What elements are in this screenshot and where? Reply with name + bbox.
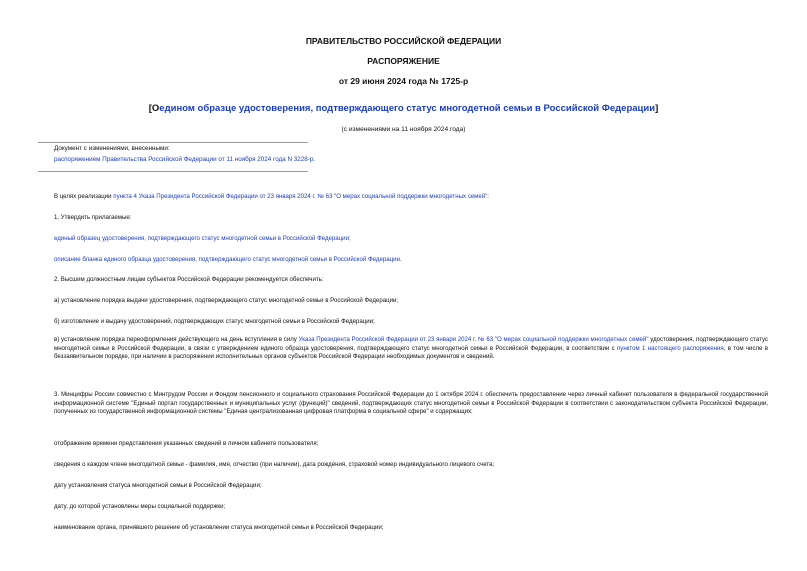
paragraph-3-text: 3. Минцифры России совместно с Минтрудом России и Фондом пенсионного и социального страхования Российской Федерации до 1 октября 2024 г. обеспечить предоставление через личный кабинет пользователя в федеральной государственной информационной системе "Единый портал государственных и муниципальных услуг (функций)" сведений, подтверждающих статус многодетной семьи в Российской Федерации в соответствии с законодательством субъекта Российской Федерации, полученных из государственной информационной системы "Единая централизованная цифровая платформа в социальной сфере" и содержащих: [54,391,768,416]
decree-link-2[interactable]: Указа Президента Российской Федерации от 23 января 2024 г. № 63 "О мерах социальной поддержки многодетных семей" [298,336,649,343]
decree-link[interactable]: пункта 4 Указа Президента Российской Федерации от 23 января 2024 г. № 63 "О мерах социальной поддержки многодетных семей" [113,193,488,200]
title-bracket-open: [О [148,103,160,114]
paragraph-2: 2. Высшим должностным лицам субъектов Российской Федерации рекомендуется обеспечить: [54,276,324,283]
paragraph-3-item-2: сведения о каждом члене многодетной семьи - фамилия, имя, отчество (при наличии), дата рождения, страховой номер индивидуального лицевого счета; [54,461,495,468]
paragraph-3-item-4: дату, до которой установлены меры социальной поддержки; [54,503,226,510]
revision-note: (с изменениями на 11 ноября 2024 года) [341,126,466,133]
paragraph-2c-prefix: в) установление порядка переоформления действующего на день вступления в силу [54,336,299,343]
goal-paragraph [54,194,489,200]
paragraph-2c [38,336,768,362]
paragraph-3-item-3: дату установления статуса многодетной семьи в Российской Федерации; [54,482,262,489]
document-type: РАСПОРЯЖЕНИЕ [367,56,440,66]
description-link[interactable]: описание бланка единого образца удостоверения, подтверждающего статус многодетной семьи в Российской Федерации. [54,256,402,263]
paragraph-3 [38,391,768,417]
point-1-link[interactable]: пунктом 1 настоящего распоряжения [616,344,724,352]
document-title [0,103,807,114]
title-bracket-close: ] [655,103,659,114]
amendments-intro: Документ с изменениями, внесенными: [54,145,170,152]
goal-prefix: В целях реализации [54,193,114,200]
amendments-bottom-rule [38,171,308,172]
sample-link[interactable]: единый образец удостоверения, подтверждающего статус многодетной семьи в Российской Федерации; [54,235,351,242]
amendments-top-rule [38,142,308,143]
paragraph-2c-middle: удостоверения, подтверждающего статус многодетной семьи в Российской Федерации, в связи с утверждением единого образца удостоверения, подтверждающего статус многодетной семьи в Российской Федерации, в соответствии с [54,336,768,352]
paragraph-3-item-1: отображение времени представления указанных сведений в личном кабинете пользователя; [54,440,319,447]
amendment-link[interactable]: распоряжением Правительства Российской Федерации от 11 ноября 2024 года N 3228-р. [54,156,316,163]
paragraph-2b: б) изготовление и выдачу удостоверений, подтверждающих статус многодетной семьи в Российской Федерации; [54,318,375,325]
paragraph-3-item-5: наименование органа, принявшего решение об установлении статуса многодетной семьи в Российской Федерации; [54,524,384,531]
document-date-number: от 29 июня 2024 года № 1725-р [338,76,469,86]
paragraph-2c-suffix: , в том числе в беззаявительном порядке, при наличии в распоряжении исполнительных органов субъектов Российской Федерации необходимых документов и сведений. [54,344,768,361]
paragraph-2a: а) установление порядка выдачи удостоверения, подтверждающего статус многодетной семьи в Российской Федерации; [54,297,399,304]
issuing-authority: ПРАВИТЕЛЬСТВО РОССИЙСКОЙ ФЕДЕРАЦИИ [305,36,502,46]
goal-suffix: : [487,193,489,200]
paragraph-1: 1. Утвердить прилагаемые: [54,214,132,221]
title-link[interactable]: едином образце удостоверения, подтверждающего статус многодетной семьи в Российской Федерации [159,103,656,114]
